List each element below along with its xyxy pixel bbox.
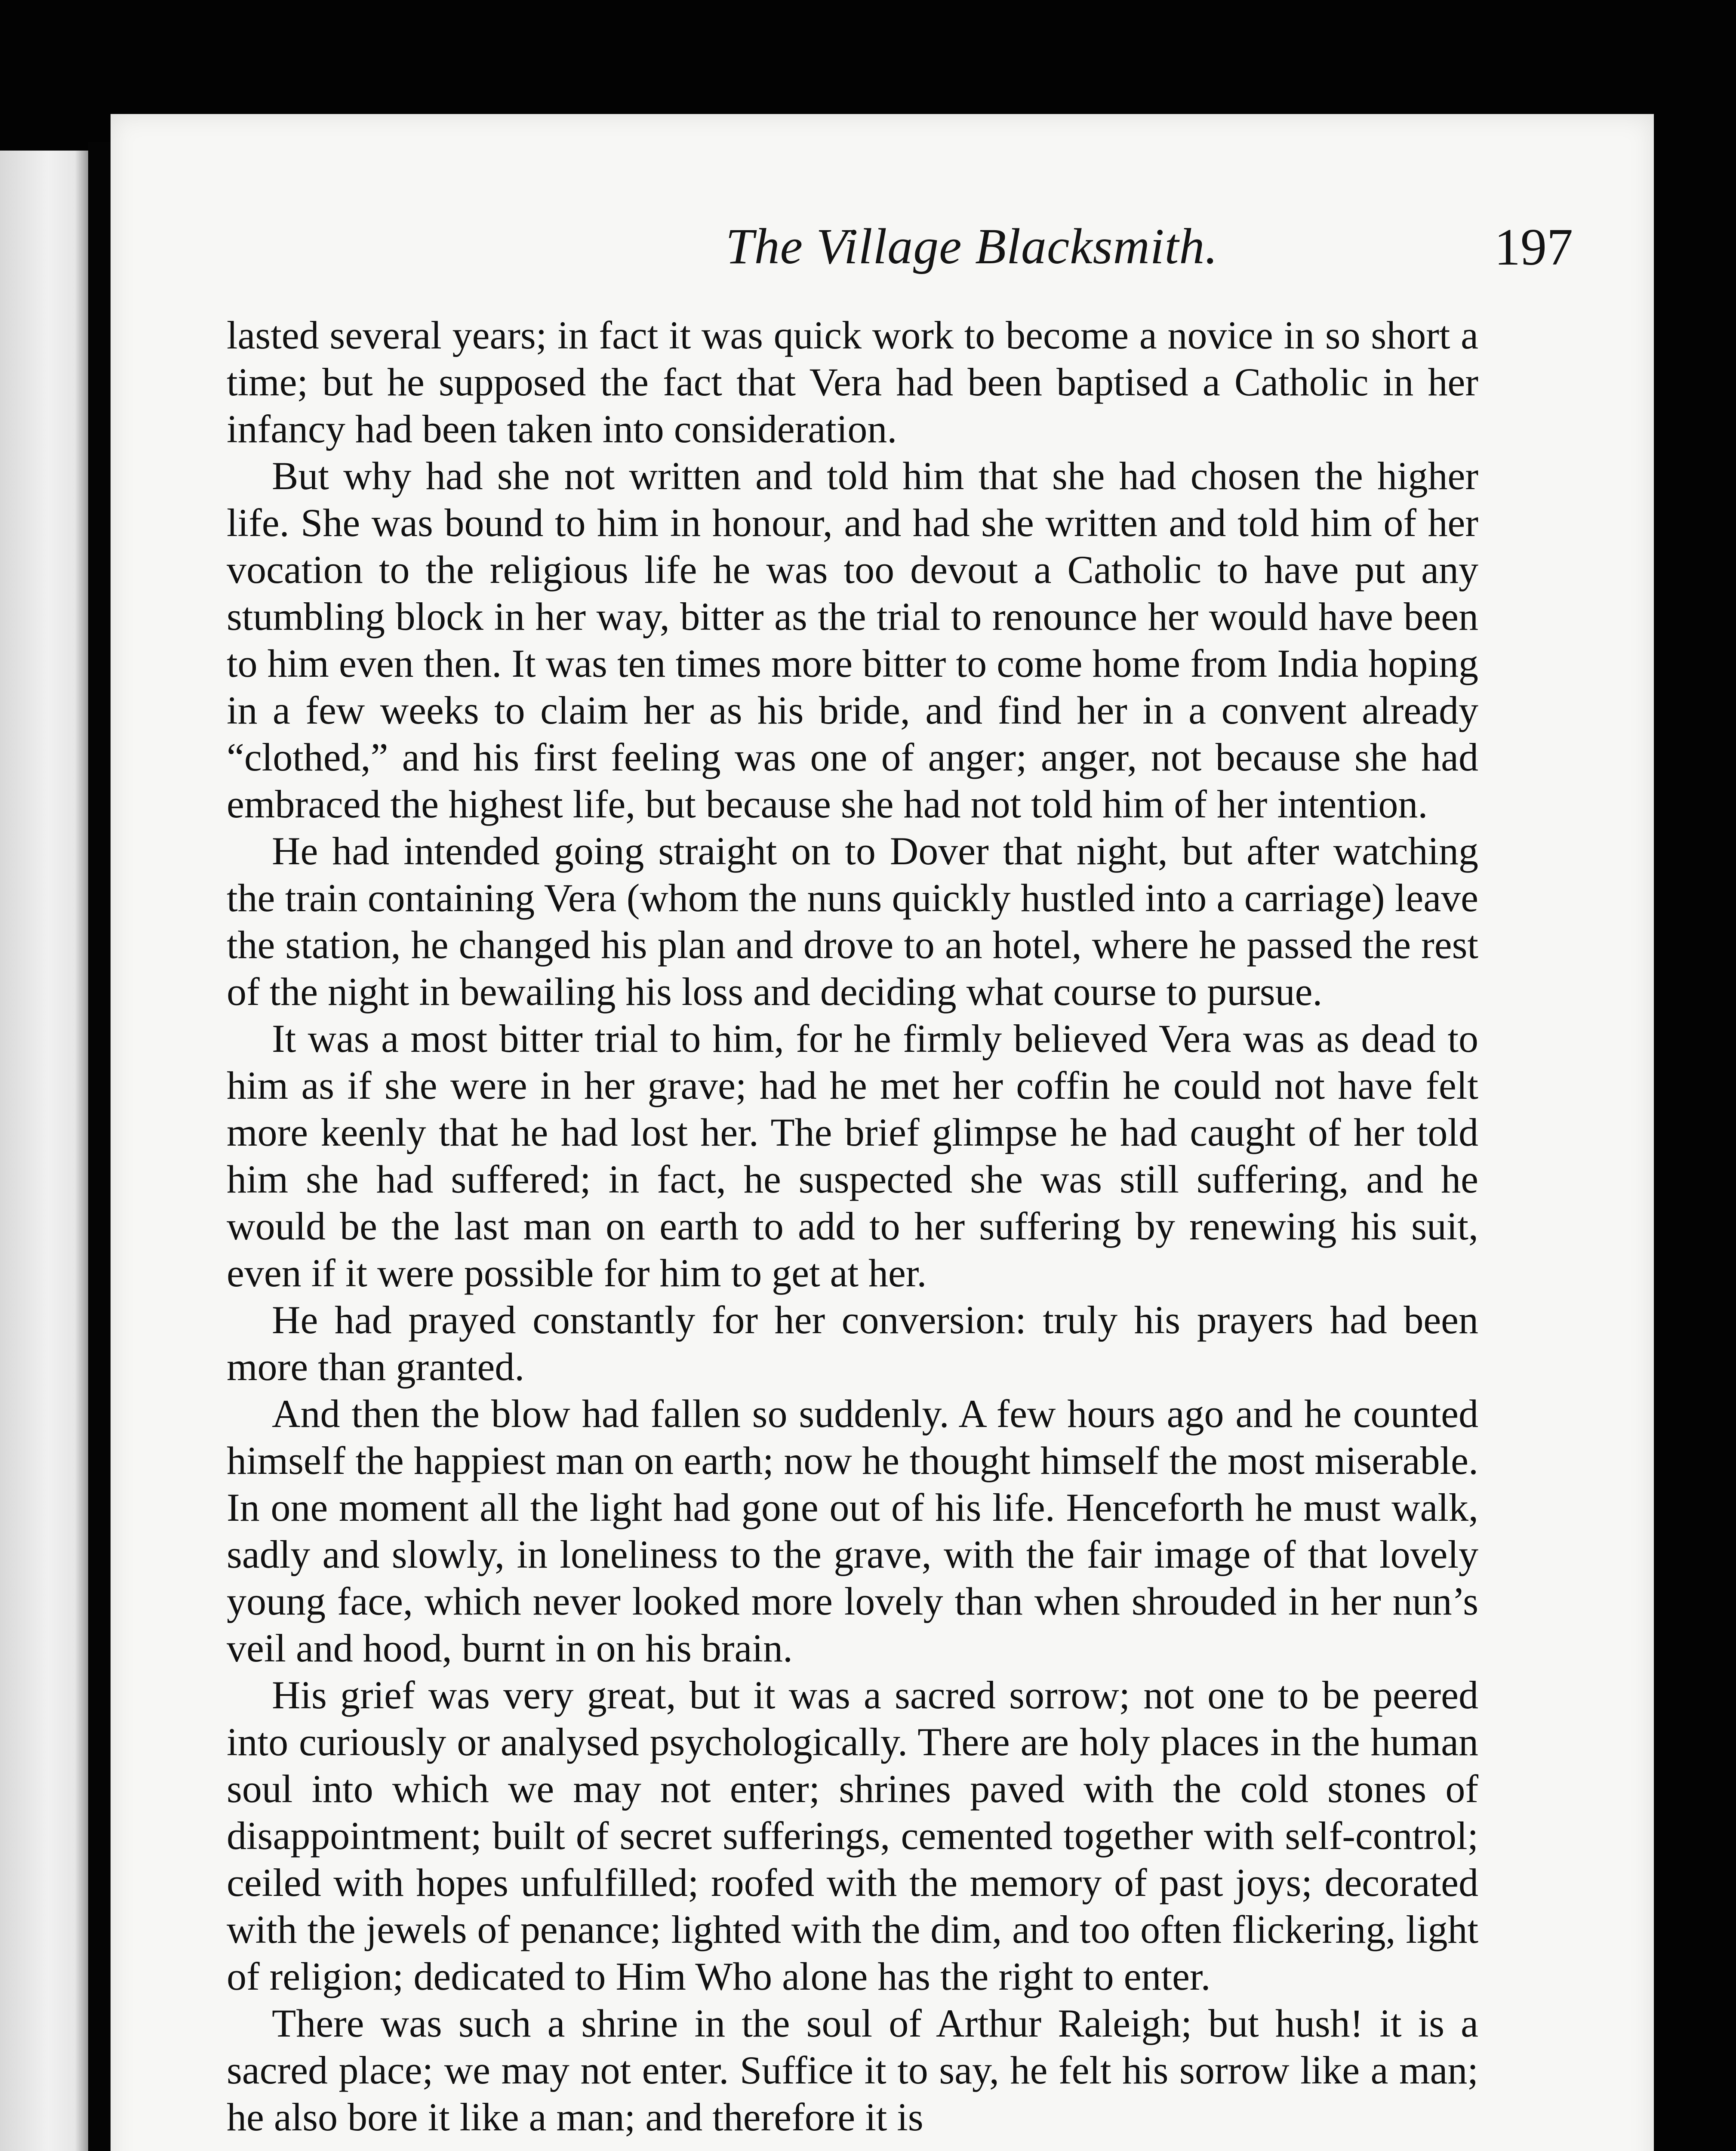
body-text [227, 312, 1478, 2141]
paragraph: There was such a shrine in the soul of Arthur Raleigh; but hush! it is a sacred place; we may not enter. Suffice it to say, he felt his sorrow like a man; he also bore it like a man; and therefore it is [227, 2001, 1478, 2139]
book-gutter [88, 142, 111, 2151]
running-title: The Village Blacksmith. [726, 218, 1218, 274]
paragraph: lasted several years; in fact it was quick work to become a novice in so short a time; but he supposed the fact that Vera had been baptised a Catholic in her infancy had been taken into consideration. [227, 313, 1478, 451]
paragraph: He had prayed constantly for her conversion: truly his prayers had been more than granted. [227, 1298, 1478, 1389]
paragraph: But why had she not written and told him that she had chosen the higher life. She was bound to him in honour, and had she written and told him of her vocation to the religious life he was too devout a Catholic to have put any stumbling block in her way, bitter as the trial to renounce her would have been to him even then. It was ten times more bitter to come home from India hoping in a few weeks to claim her as his bride, and find her in a convent already “clothed,” and his first feeling was one of anger; anger, not because she had embraced the highest life, but because she had not told him of her intention. [227, 454, 1478, 826]
paragraph: He had intended going straight on to Dover that night, but after watching the train containing Vera (whom the nuns quickly hustled into a carriage) leave the station, he changed his plan and drove to an hotel, where he passed the rest of the night in bewailing his loss and deciding what course to pursue. [227, 829, 1478, 1014]
paragraph: It was a most bitter trial to him, for he firmly believed Vera was as dead to him as if she were in her grave; had he met her coffin he could not have felt more keenly that he had lost her. The brief glimpse he had caught of her told him she had suffered; in fact, he suspected she was still suffering, and he would be the last man on earth to add to her suffering by renewing his suit, even if it were possible for him to get at her. [227, 1017, 1478, 1295]
paragraph: And then the blow had fallen so suddenly. A few hours ago and he counted himself the happiest man on earth; now he thought himself the most miserable. In one moment all the light had gone out of his life. Henceforth he must walk, sadly and slowly, in loneliness to the grave, with the fair image of that lovely young face, which never looked more lovely than when shrouded in her nun’s veil and hood, burnt in on his brain. [227, 1392, 1478, 1670]
paragraph: His grief was very great, but it was a sacred sorrow; not one to be peered into curiously or analysed psychologically. There are holy places in the human soul into which we may not enter; shrines paved with the cold stones of disappointment; built of secret sufferings, cemented together with self-control; ceiled with hopes unfulfilled; roofed with the memory of past joys; decorated with the jewels of penance; lighted with the dim, and too often flickering, light of religion; dedicated to Him Who alone has the right to enter. [227, 1673, 1478, 1998]
page-number: 197 [1494, 218, 1573, 276]
book-page [111, 114, 1654, 2151]
facing-page-edge [0, 151, 88, 2151]
running-head [240, 217, 1573, 303]
